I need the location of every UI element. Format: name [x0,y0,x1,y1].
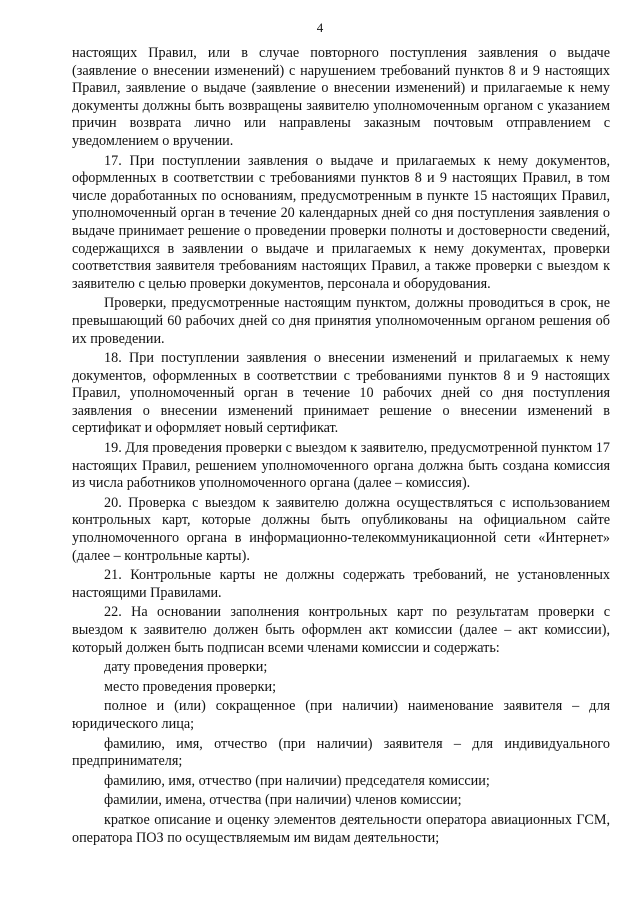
list-item: дату проведения проверки; [104,659,268,676]
list-item: фамилию, имя, отчество (при наличии) заявителя – для индивидуального предпринимателя; [72,735,610,770]
paragraph-17: 17. При поступлении заявления о выдаче и прилагаемых к нему документов, оформленных в соответствии с требованиями пунктов 8 и 9 настоящих Правил, в том числе доработанных по основаниям, предусмотренным в пункте 15 настоящих Правил, уполномоченный орган в течение 20 календарных дней со дня поступления заявления о выдаче принимает решение о проведении проверки полноты и достоверности сведений, содержащихся в заявлении о выдаче и прилагаемых к нему документах, проверки соответствия заявителя требованиям настоящих Правил, а также проверки с выездом к заявителю с целью проверки документов, персонала и оборудования. [72,152,610,292]
paragraph-17-deadline: Проверки, предусмотренные настоящим пунктом, должны проводиться в срок, не превышающий 60 рабочих дней со дня принятия уполномоченным органом решения об их проведении. [72,295,610,347]
paragraph-19: 19. Для проведения проверки с выездом к заявителю, предусмотренной пунктом 17 настоящих Правил, решением уполномоченного органа должна быть создана комиссия из числа работников уполномоченного органа (далее – комиссия). [72,440,610,492]
paragraph-20: 20. Проверка с выездом к заявителю должна осуществляться с использованием контрольных карт, которые должны быть опубликованы на официальном сайте уполномоченного органа в информационно-телекоммуникационной сети «Интернет» (далее – контрольные карты). [72,494,610,564]
list-item: краткое описание и оценку элементов деятельности оператора авиационных ГСМ, оператора ПОЗ по осуществляемым им видам деятельности; [72,811,610,846]
list-item: место проведения проверки; [104,678,277,695]
list-item: фамилию, имя, отчество (при наличии) председателя комиссии; [104,772,490,789]
paragraph-continuation: настоящих Правил, или в случае повторного поступления заявления о выдаче (заявление о внесении изменений) с нарушением требований пунктов 8 и 9 настоящих Правил, заявление о выдаче (заявление о внесении изменений) и прилагаемые к нему документы должны быть возвращены заявителю уполномоченным органом с указанием причин возврата лично или направлены заказным почтовым отправлением с уведомлением о вручении. [72,45,610,149]
list-item: полное и (или) сокращенное (при наличии) наименование заявителя – для юридического лица; [72,698,610,732]
document-body [72,45,610,847]
page-number: 4 [316,20,324,35]
paragraph-21: 21. Контрольные карты не должны содержать требований, не установленных настоящими Правилами. [72,567,610,601]
list-item: фамилии, имена, отчества (при наличии) членов комиссии; [104,792,462,809]
paragraph-22: 22. На основании заполнения контрольных карт по результатам проверки с выездом к заявителю должен быть оформлен акт комиссии (далее – акт комиссии), который должен быть подписан всеми членами комиссии и содержать: [72,604,610,656]
paragraph-18: 18. При поступлении заявления о внесении изменений и прилагаемых к нему документов, оформленных в соответствии с требованиями пунктов 8 и 9 настоящих Правил, уполномоченный орган в течение 10 рабочих дней со дня поступления заявления о внесении изменений принимает решение о внесении изменений в сертификат и оформляет новый сертификат. [72,350,610,437]
